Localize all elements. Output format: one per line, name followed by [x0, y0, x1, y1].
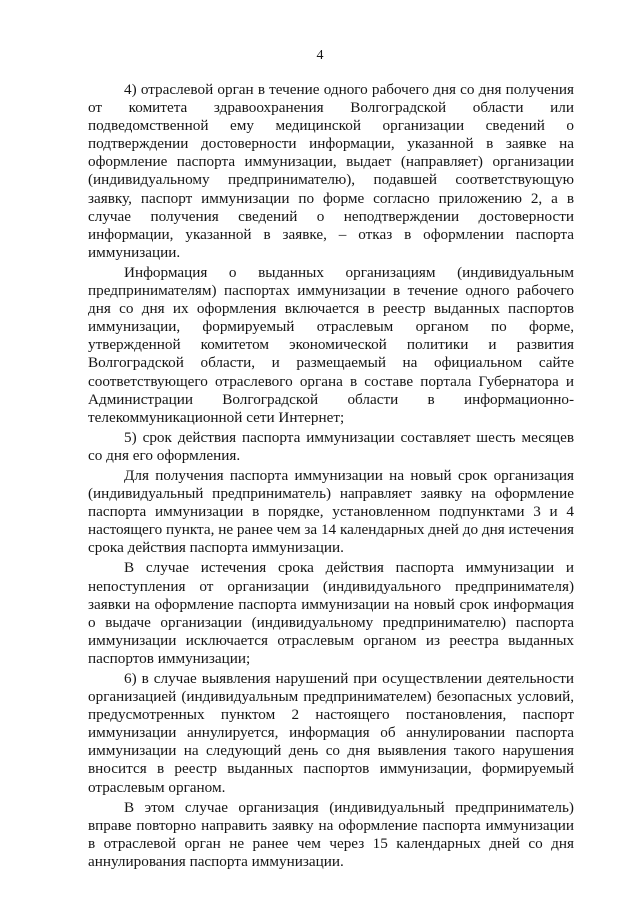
page-number: 4	[316, 48, 324, 63]
paragraph-registry-info: Информация о выданных организациям (индивидуальным предпринимателям) паспортах иммунизации в течение одного рабочего дня со дня их оформления включается в реестр выданных паспортов иммунизации, формируемый отраслевым органом по форме, утвержденной комитетом экономической политики и развития Волгоградской области, и размещаемый на официальном сайте соответствующего отраслевого органа в составе портала Губернатора и Администрации Волгоградской области в информационно-телекоммуникационной сети Интернет;	[88, 263, 574, 426]
paragraph-item-6: 6) в случае выявления нарушений при осуществлении деятельности организацией (индивидуальным предпринимателем) безопасных условий, предусмотренных пунктом 2 настоящего постановления, паспорт иммунизации аннулируется, информация об аннулировании паспорта иммунизации на следующий день со дня выявления такого нарушения вносится в реестр выданных паспортов иммунизации, формируемый отраслевым органом.	[88, 670, 574, 796]
paragraph-expiry-exclusion: В случае истечения срока действия паспорта иммунизации и непоступления от организации (индивидуального предпринимателя) заявки на оформление паспорта иммунизации на новый срок информация о выдаче организации (индивидуальному предпринимателю) паспорта иммунизации исключается отраслевым органом из реестра выданных паспортов иммунизации;	[88, 559, 574, 667]
paragraph-reapplication: В этом случае организация (индивидуальный предприниматель) вправе повторно направить заявку на оформление паспорта иммунизации в отраслевой орган не ранее чем через 15 календарных дней со дня аннулирования паспорта иммунизации.	[88, 798, 574, 870]
paragraph-renewal: Для получения паспорта иммунизации на новый срок организация (индивидуальный предприниматель) направляет заявку на оформление паспорта иммунизации в порядке, установленном подпунктами 3 и 4 настоящего пункта, не ранее чем за 14 календарных дней до дня истечения срока действия паспорта иммунизации.	[88, 466, 574, 557]
document-body	[88, 81, 574, 873]
paragraph-item-5: 5) срок действия паспорта иммунизации составляет шесть месяцев со дня его оформления.	[88, 428, 574, 464]
paragraph-item-4: 4) отраслевой орган в течение одного рабочего дня со дня получения от комитета здравоохранения Волгоградской области или подведомственной ему медицинской организации сведений о подтверждении достоверности информации, указанной в заявке на оформление паспорта иммунизации, выдает (направляет) организации (индивидуальному предпринимателю), подавшей соответствующую заявку, паспорт иммунизации по форме согласно приложению 2, а в случае получения сведений о неподтверждении достоверности информации, указанной в заявке, – отказ в оформлении паспорта иммунизации.	[88, 81, 574, 261]
